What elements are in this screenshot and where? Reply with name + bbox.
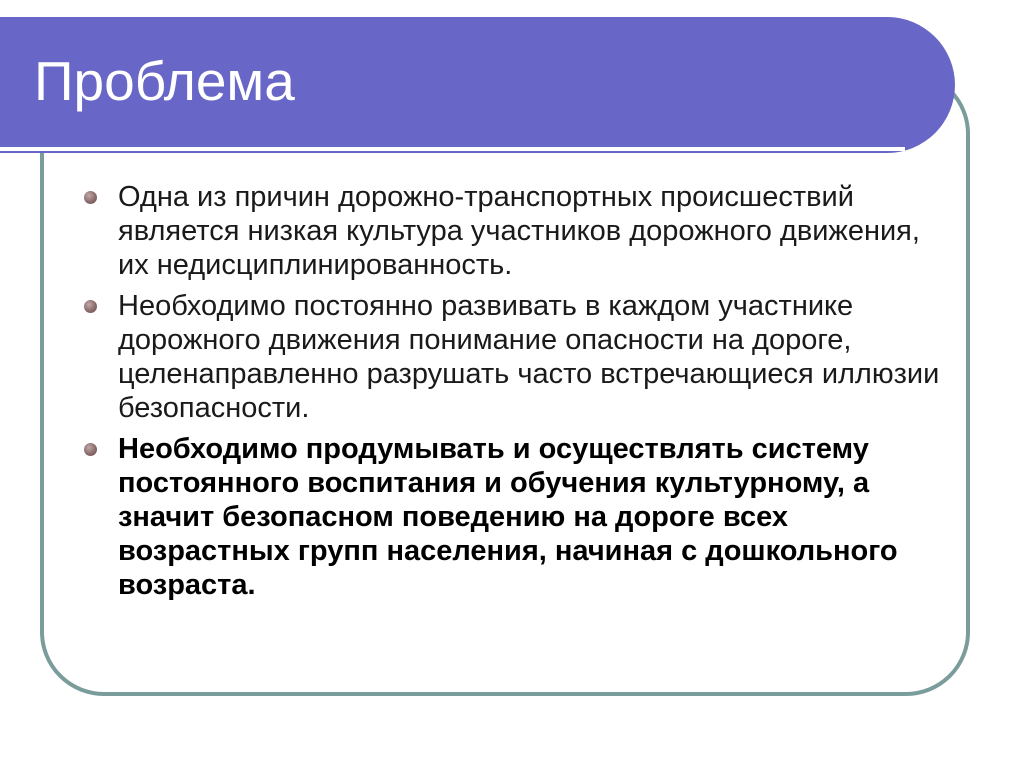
bullet-item [84,289,944,425]
bullet-dot-icon [84,300,97,313]
bullet-text: Необходимо продумывать и осуществлять систему постоянного воспитания и обучения культурному, а значит безопасном поведению на дороге всех возрастных групп населения, начиная с дошкольного возраста. [118,433,898,601]
title-underline [0,147,905,151]
bullet-item [84,432,944,602]
bullet-item [84,180,944,282]
slide-title: Проблема [34,50,295,112]
bullet-list [84,180,944,609]
bullet-text: Необходимо постоянно развивать в каждом участнике дорожного движения понимание опасности на дороге, целенаправленно разрушать часто встречающиеся иллюзии безопасности. [118,290,940,424]
bullet-text: Одна из причин дорожно-транспортных происшествий является низкая культура участников дорожного движения, их недисциплинированность. [118,181,920,281]
bullet-dot-icon [84,191,97,204]
bullet-dot-icon [84,443,97,456]
